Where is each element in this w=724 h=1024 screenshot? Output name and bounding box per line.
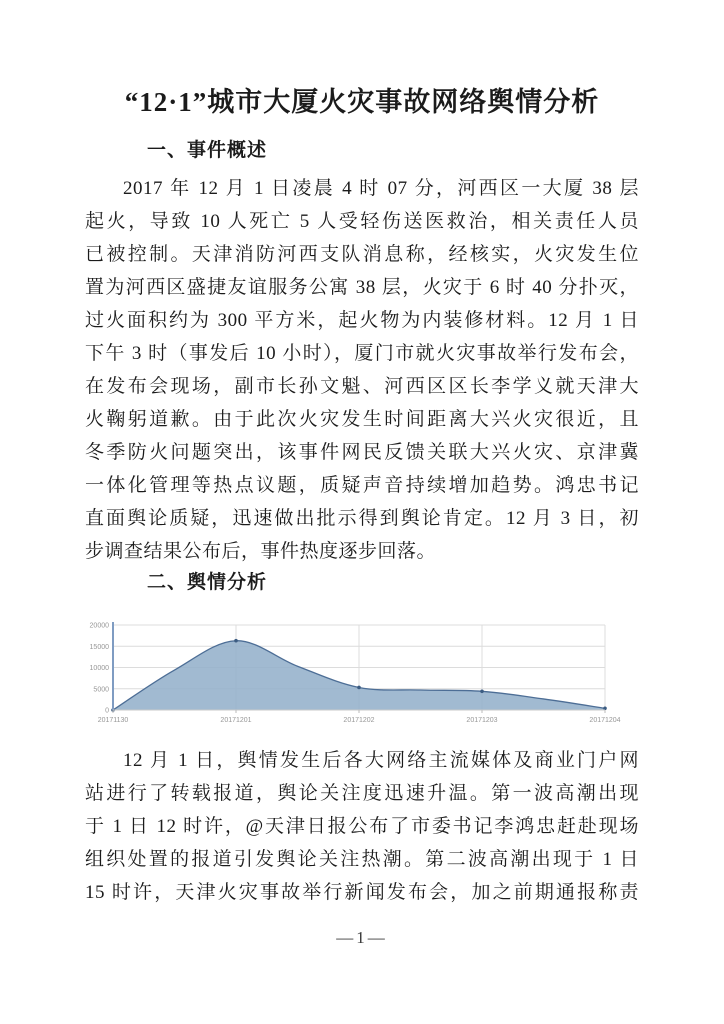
opinion-trend-chart [85, 618, 629, 736]
text-line: 过火面积约为 300 平方米，起火物为内装修材料。12 月 1 日 [85, 310, 639, 331]
text-line: 下午 3 时（事发后 10 小时），厦门市就火灾事故举行发布会， [85, 343, 639, 364]
data-point [357, 686, 361, 690]
x-axis-tick-label: 20171202 [343, 717, 375, 724]
text-line: 一体化管理等热点议题，质疑声音持续增加趋势。鸿忠书记 [85, 475, 639, 496]
y-axis-tick-label: 10000 [89, 665, 109, 672]
data-point [234, 639, 238, 643]
text-line: 直面舆论质疑，迅速做出批示得到舆论肯定。12 月 3 日，初 [85, 508, 639, 529]
text-line: 站进行了转载报道，舆论关注度迅速升温。第一波高潮出现 [85, 783, 639, 804]
text-line: 在发布会现场，副市长孙文魁、河西区区长李学义就天津大 [85, 376, 639, 397]
x-axis-tick-label: 20171203 [466, 717, 498, 724]
y-axis-tick-label: 5000 [93, 686, 109, 694]
text-line: 火鞠躬道歉。由于此次火灾发生时间距离大兴火灾很近，且 [85, 409, 639, 430]
text-line: 组织处置的报道引发舆论关注热潮。第二波高潮出现于 1 日 [85, 849, 639, 870]
text-line: 15 时许，天津火灾事故举行新闻发布会，加之前期通报称责 [85, 882, 639, 903]
x-axis-tick-label: 20171130 [97, 717, 129, 724]
text-line: 2017 年 12 月 1 日凌晨 4 时 07 分，河西区一大厦 38 层 [123, 178, 639, 199]
text-line: 已被控制。天津消防河西支队消息称，经核实，火灾发生位 [85, 244, 639, 265]
y-axis-tick-label: 15000 [89, 643, 109, 651]
document-title: “12·1”城市大厦火灾事故网络舆情分析 [124, 87, 600, 117]
text-line: 步调查结果公布后，事件热度逐步回落。 [85, 541, 437, 562]
y-axis-tick-label: 20000 [89, 622, 109, 630]
text-line: 12 月 1 日，舆情发生后各大网络主流媒体及商业门户网 [123, 750, 639, 771]
section-heading-opinion-analysis: 二、舆情分析 [147, 572, 268, 593]
text-line: 于 1 日 12 时许，@天津日报公布了市委书记李鸿忠赶赴现场 [85, 816, 639, 837]
text-line: 置为河西区盛捷友谊服务公寓 38 层，火灾于 6 时 40 分扑灭， [85, 277, 639, 298]
opinion-trend-chart-svg [85, 618, 629, 730]
y-axis-tick-label: 0 [105, 707, 109, 715]
x-axis-tick-label: 20171204 [589, 717, 621, 724]
page-number: —1— [336, 928, 388, 947]
text-line: 冬季防火问题突出，该事件网民反馈关联大兴火灾、京津冀 [85, 442, 639, 463]
paragraph-opinion-analysis [85, 744, 639, 909]
section-heading-event-overview: 一、事件概述 [147, 140, 268, 161]
data-point [480, 690, 484, 694]
text-line: 起火，导致 10 人死亡 5 人受轻伤送医救治，相关责任人员 [85, 211, 639, 232]
x-axis-tick-label: 20171201 [220, 717, 252, 724]
paragraph-event-overview [85, 172, 639, 568]
